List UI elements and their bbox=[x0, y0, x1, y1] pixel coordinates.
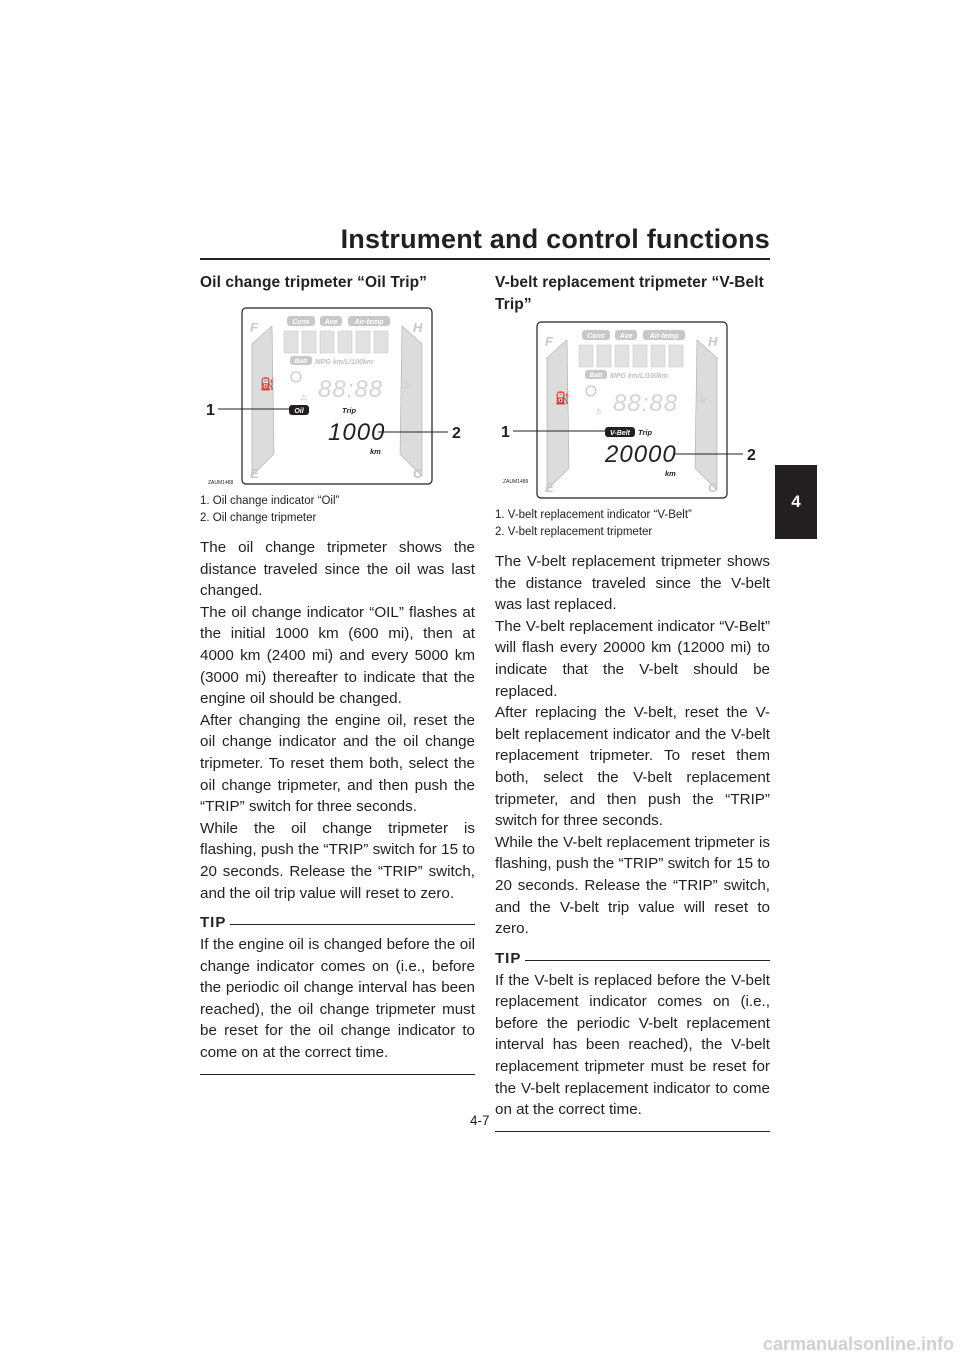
figure-code: ZAUM1489 bbox=[503, 479, 529, 485]
paragraph: While the V-belt replacement tripmeter is flashing, push the “TRIP” switch for 15 to 20 seconds. Release the “TRIP” switch, and the V-belt trip value will reset to zero. bbox=[495, 833, 770, 938]
vbelt-trip-body bbox=[495, 551, 770, 940]
caption-2: 2. V-belt replacement tripmeter bbox=[495, 526, 653, 538]
gauge-f-label: F bbox=[250, 320, 258, 335]
clock-digits: 88:88 bbox=[613, 390, 679, 417]
right-column bbox=[495, 272, 770, 1132]
batt-label: Batt bbox=[589, 372, 603, 379]
callout-1: 1 bbox=[206, 402, 215, 419]
callout-1: 1 bbox=[501, 424, 510, 441]
oil-indicator-label: Oil bbox=[294, 408, 304, 415]
callout-2: 2 bbox=[452, 425, 461, 442]
oil-trip-digits: 1000 bbox=[328, 419, 386, 446]
gauge-c-label: C bbox=[708, 480, 718, 495]
paragraph: While the oil change tripmeter is flashing, push the “TRIP” switch for 15 to 20 seconds. Release the “TRIP” switch, and the oil trip value will reset to zero. bbox=[200, 819, 475, 902]
gauge-e-label: E bbox=[250, 466, 259, 481]
temp-gauge bbox=[400, 326, 422, 476]
air-temp-label: Air-temp bbox=[649, 333, 679, 340]
tip-end-rule bbox=[200, 1074, 475, 1075]
paragraph: After changing the engine oil, reset the oil change indicator and the oil change tripmeter. To reset them both, select the oil change tripmeter, and then push the “TRIP” switch for three seconds. bbox=[200, 711, 475, 816]
temp-gauge bbox=[695, 340, 717, 490]
callout-2: 2 bbox=[747, 447, 756, 464]
trip-label: Trip bbox=[638, 428, 653, 437]
heated-grip-icon: ⚠ bbox=[300, 393, 308, 402]
vbelt-trip-figure bbox=[495, 318, 770, 503]
fuel-gauge bbox=[252, 326, 274, 476]
ave-label: Ave bbox=[324, 319, 338, 326]
fuel-gauge bbox=[547, 340, 569, 490]
oil-trip-captions bbox=[200, 493, 475, 527]
air-temp-label: Air-temp bbox=[354, 319, 384, 326]
chapter-tab: 4 bbox=[775, 465, 817, 539]
gauge-h-label: H bbox=[708, 334, 718, 349]
trip-label: Trip bbox=[342, 406, 357, 415]
tip-label: TIP bbox=[200, 914, 227, 932]
caption-2: 2. Oil change tripmeter bbox=[200, 512, 317, 524]
header-rule bbox=[200, 258, 770, 260]
coolant-temp-icon: ♨ bbox=[401, 377, 412, 391]
paragraph: The oil change tripmeter shows the distance traveled since the oil was last changed. bbox=[200, 539, 475, 600]
gauge-h-label: H bbox=[413, 320, 423, 335]
km-unit-label: km bbox=[370, 447, 381, 456]
batt-label: Batt bbox=[294, 358, 308, 365]
caption-1: 1. Oil change indicator “Oil” bbox=[200, 495, 340, 507]
vbelt-trip-display-illustration bbox=[495, 318, 770, 503]
page-header-title: Instrument and control functions bbox=[340, 224, 770, 254]
section-heading-oil-trip: Oil change tripmeter “Oil Trip” bbox=[200, 274, 428, 291]
tip-text: If the engine oil is changed before the oil change indicator comes on (i.e., before the periodic oil change interval has been reached), the oil change tripmeter must be reset for the oil change indicator to come on at the correct time. bbox=[200, 936, 475, 1062]
gauge-e-label: E bbox=[545, 480, 554, 495]
clock-digits: 88:88 bbox=[318, 376, 384, 403]
tip-text: If the V-belt is replaced before the V-belt replacement indicator comes on (i.e., before the periodic V-belt replacement interval has been reached), the V-belt replacement tripmeter must be reset for the V-belt replacement indicator to come on at the correct time. bbox=[495, 971, 770, 1119]
vbelt-indicator-label: V-Belt bbox=[610, 430, 630, 437]
left-column bbox=[200, 272, 475, 1075]
units-label: MPG km/L/100km bbox=[315, 359, 373, 366]
fuel-pump-icon: ⛽ bbox=[555, 391, 570, 405]
paragraph: The oil change indicator “OIL” flashes at the initial 1000 km (600 mi), then at 4000 km (2400 mi) and every 5000 km (3000 mi) thereafter to indicate that the engine oil should be changed. bbox=[200, 603, 475, 708]
gauge-f-label: F bbox=[545, 334, 553, 349]
tip-rule bbox=[230, 924, 475, 925]
vbelt-trip-captions bbox=[495, 507, 770, 541]
paragraph: The V-belt replacement tripmeter shows the distance traveled since the V-belt was last replaced. bbox=[495, 553, 770, 614]
footer-watermark: carmanualsonline.info bbox=[762, 1334, 954, 1354]
vbelt-trip-tip bbox=[495, 950, 770, 1132]
oil-trip-tip bbox=[200, 914, 475, 1075]
figure-code: ZAUM1488 bbox=[208, 480, 234, 486]
oil-trip-body bbox=[200, 537, 475, 904]
km-unit-label: km bbox=[665, 469, 676, 478]
section-heading-vbelt-trip: V-belt replacement tripmeter “V-Belt Trip” bbox=[495, 274, 764, 313]
tip-rule bbox=[525, 960, 770, 961]
cons-label: Cons bbox=[587, 333, 605, 340]
units-label: MPG km/L/100km bbox=[610, 373, 668, 380]
caption-1: 1. V-belt replacement indicator “V-Belt” bbox=[495, 509, 692, 521]
oil-trip-figure bbox=[200, 304, 475, 489]
oil-trip-display-illustration bbox=[200, 304, 475, 489]
gauge-c-label: C bbox=[413, 466, 423, 481]
heated-grip-icon: ⚠ bbox=[595, 407, 603, 416]
tip-label: TIP bbox=[495, 949, 522, 967]
cons-label: Cons bbox=[292, 319, 310, 326]
vbelt-trip-digits: 20000 bbox=[605, 441, 677, 468]
tip-end-rule bbox=[495, 1131, 770, 1132]
ave-label: Ave bbox=[619, 333, 633, 340]
paragraph: The V-belt replacement indicator “V-Belt” will flash every 20000 km (12000 mi) to indicate that the V-belt should be replaced. bbox=[495, 617, 770, 700]
paragraph: After replacing the V-belt, reset the V-belt replacement indicator and the V-belt replacement tripmeter. To reset them both, select the V-belt replacement tripmeter, and then push the “TRIP” switch for three seconds. bbox=[495, 704, 770, 830]
coolant-temp-icon: ♨ bbox=[696, 391, 707, 405]
page-number: 4-7 bbox=[470, 1113, 490, 1128]
fuel-pump-icon: ⛽ bbox=[260, 377, 275, 391]
